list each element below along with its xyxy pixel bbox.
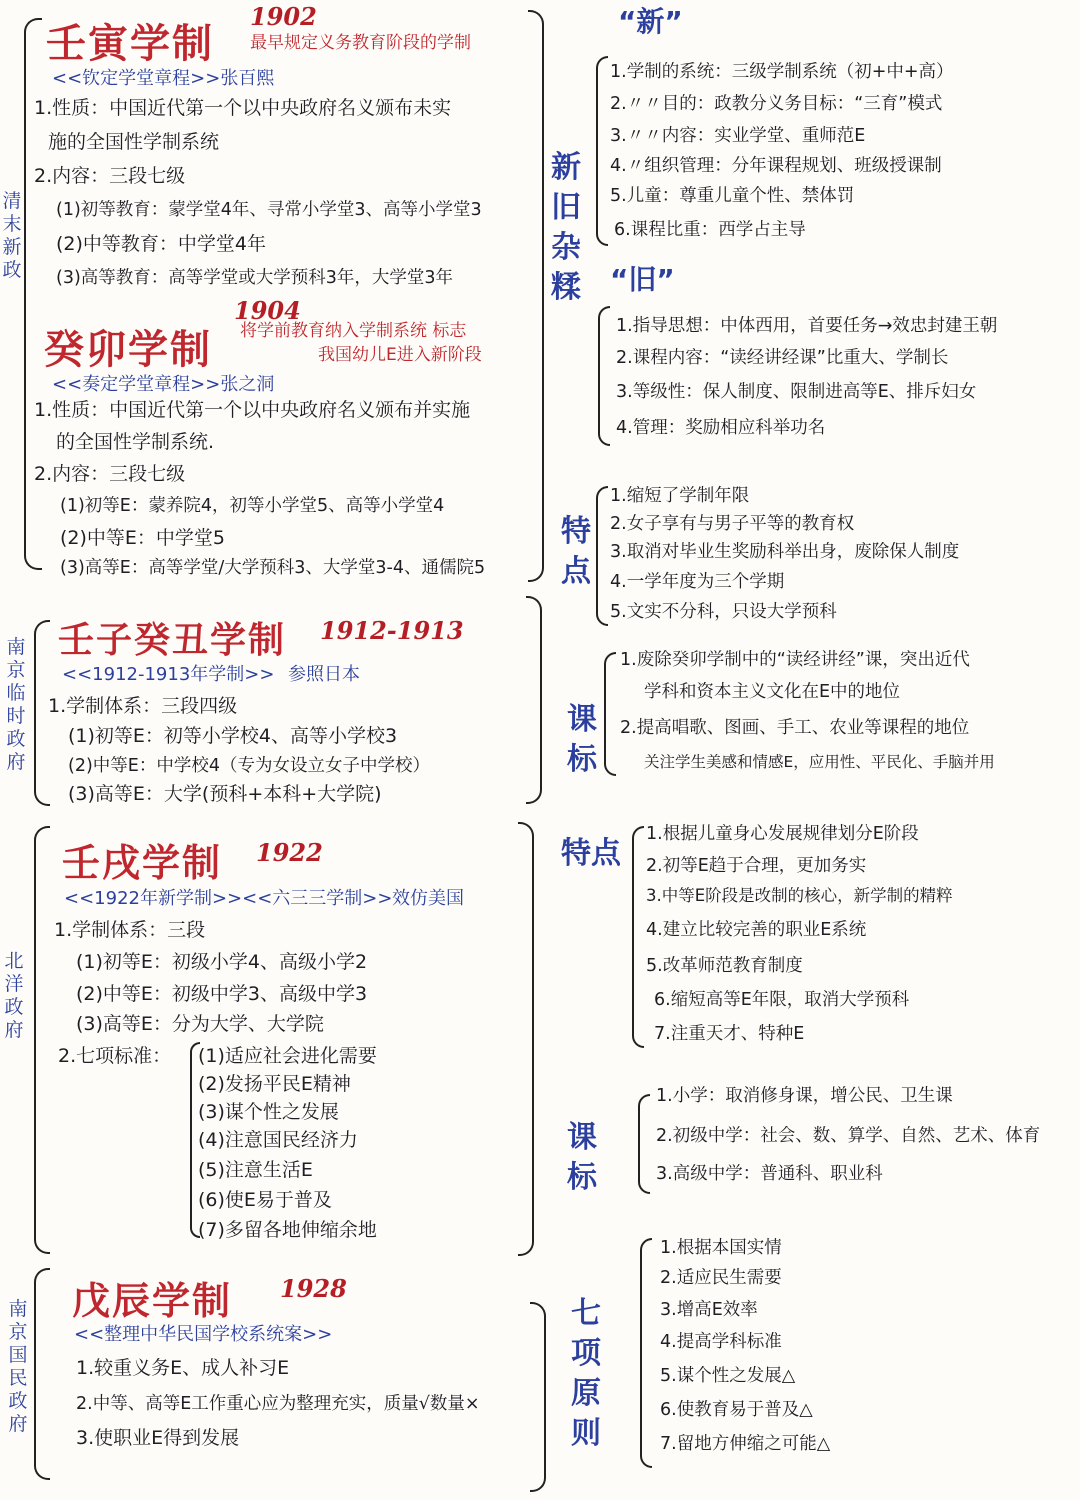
renyin-year: 1902 (250, 2, 317, 31)
guimao-line-5: (2)中等E：中学堂5 (60, 527, 226, 549)
renxu-standard-2: (2)发扬平民E精神 (198, 1073, 351, 1095)
kebiao2-item-2: 2.初级中学：社会、数、算学、自然、艺术、体育 (656, 1126, 1041, 1146)
kebiao2-item-3: 3.高级中学：普通科、职业科 (656, 1164, 883, 1184)
renyin-title: 壬寅学制 (46, 20, 214, 67)
guimao-line-2: 的全国性学制系统. (56, 431, 215, 453)
xinjiu-label: 新旧杂糅 (551, 150, 581, 305)
qixiang-item-2: 2.适应民生需要 (660, 1268, 782, 1288)
tedian1-item-2: 2.女子享有与男子平等的教育权 (610, 514, 855, 534)
renyin-note: 最早规定义务教育阶段的学制 (250, 33, 471, 53)
guimao-line-3: 2.内容：三段七级 (34, 463, 186, 485)
guimao-note-1: 将学前教育纳入学制系统 标志 (240, 321, 467, 341)
wuchen-line-1: 1.较重义务E、成人补习E (76, 1357, 290, 1379)
renzi-note: 参照日本 (288, 664, 360, 685)
renzi-right-brace (526, 596, 542, 804)
xin-label: “新” (618, 5, 683, 38)
renzi-line-2: (1)初等E：初等小学校4、高等小学校3 (68, 725, 398, 747)
qixiang-brace (640, 1238, 652, 1468)
era-label-qing: 清末新政 (2, 190, 22, 281)
tedian2-item-5: 5.改革师范教育制度 (646, 956, 803, 976)
wuchen-year: 1928 (280, 1274, 347, 1303)
renxu-standards-label: 2.七项标准： (58, 1045, 172, 1067)
xin-item-3: 3.〃〃内容：实业学堂、重师范E (610, 126, 866, 146)
wuchen-title: 戊辰学制 (72, 1278, 233, 1323)
tedian2-item-6: 6.缩短高等E年限，取消大学预科 (654, 990, 910, 1010)
qixiang-item-1: 1.根据本国实情 (660, 1238, 782, 1258)
kebiao1-item-1: 1.废除癸卯学制中的“读经讲经”课，突出近代 (620, 650, 970, 670)
tedian2-label: 特点 (561, 836, 621, 871)
renyin-line-2: 施的全国性学制系统 (48, 131, 220, 153)
guimao-source: <<奏定学堂章程>>张之洞 (52, 374, 275, 395)
era-label-beiyang: 北洋政府 (4, 950, 24, 1041)
renxu-note: 效仿美国 (392, 888, 464, 909)
tedian1-item-1: 1.缩短了学制年限 (610, 486, 750, 506)
renzi-line-4: (3)高等E：大学(预科+本科+大学院) (68, 783, 382, 805)
guimao-year: 1904 (234, 296, 301, 325)
jiu-item-2: 2.课程内容：“读经讲经课”比重大、学制长 (616, 348, 949, 368)
renxu-line-4: (3)高等E：分为大学、大学院 (76, 1013, 324, 1035)
kebiao1-brace (604, 652, 616, 776)
era-label-nanjing-linshi: 南京临时政府 (6, 636, 26, 773)
guimao-note-2: 我国幼儿E进入新阶段 (318, 345, 482, 365)
renxu-standard-4: (4)注意国民经济力 (198, 1129, 358, 1151)
guimao-line-6: (3)高等E：高等学堂/大学预科3、大学堂3-4、通儒院5 (60, 558, 486, 578)
kebiao1-item-4: 关注学生美感和情感E，应用性、平民化、手脑并用 (644, 753, 995, 771)
era-brace-nanjing-guomin (34, 1268, 50, 1480)
renyin-line-1: 1.性质：中国近代第一个以中央政府名义颁布未实 (34, 97, 452, 119)
tedian1-item-3: 3.取消对毕业生奖励科举出身，废除保人制度 (610, 542, 960, 562)
xin-item-6: 6.课程比重：西学占主导 (614, 220, 806, 240)
guimao-line-1: 1.性质：中国近代第一个以中央政府名义颁布并实施 (34, 399, 471, 421)
renyin-guimao-right-brace (528, 10, 544, 582)
renyin-source: <<钦定学堂章程>>张百熙 (52, 68, 275, 89)
renxu-line-3: (2)中等E：初级中学3、高级中学3 (76, 983, 368, 1005)
kebiao1-item-2: 学科和资本主义文化在E中的地位 (644, 682, 901, 702)
wuchen-line-3: 3.使职业E得到发展 (76, 1427, 240, 1449)
renxu-title: 壬戌学制 (62, 840, 223, 885)
xin-item-2: 2.〃〃目的：政教分义务目标：“三育”模式 (610, 94, 943, 114)
jiu-item-1: 1.指导思想：中体西用，首要任务→效忠封建王朝 (616, 316, 998, 336)
renxu-standard-3: (3)谋个性之发展 (198, 1101, 339, 1123)
renzi-line-3: (2)中等E：中学校4（专为女设立女子中学校） (68, 756, 430, 776)
wuchen-right-brace (530, 1302, 546, 1492)
renxu-standard-6: (6)使E易于普及 (198, 1189, 332, 1211)
tedian2-item-2: 2.初等E趋于合理，更加务实 (646, 856, 867, 876)
renzi-title: 壬子癸丑学制 (58, 619, 287, 661)
jiu-item-3: 3.等级性：保人制度、限制进高等E、排斥妇女 (616, 382, 977, 402)
renzi-line-1: 1.学制体系：三段四级 (48, 695, 238, 717)
kebiao2-label: 课标 (567, 1120, 597, 1195)
qixiang-item-6: 6.使教育易于普及△ (660, 1400, 813, 1420)
qixiang-item-4: 4.提高学科标准 (660, 1332, 782, 1352)
kebiao2-brace (638, 1094, 650, 1194)
renxu-year: 1922 (256, 838, 323, 867)
renzi-year: 1912-1913 (320, 616, 464, 645)
renxu-line-1: 1.学制体系：三段 (54, 919, 206, 941)
era-label-nanjing-guomin: 南京国民政府 (8, 1298, 28, 1435)
kebiao1-item-3: 2.提高唱歌、图画、手工、农业等课程的地位 (620, 718, 970, 738)
renxu-source: <<1922年新学制>><<六三三学制>> (64, 888, 393, 909)
renxu-standard-5: (5)注意生活E (198, 1159, 313, 1181)
renyin-line-4: (1)初等教育：蒙学堂4年、寻常小学堂3、高等小学堂3 (56, 200, 482, 220)
renxu-right-brace (518, 822, 534, 1256)
kebiao2-item-1: 1.小学：取消修身课，增公民、卫生课 (656, 1086, 953, 1106)
renxu-line-2: (1)初等E：初级小学4、高级小学2 (76, 951, 368, 973)
tedian1-item-5: 5.文实不分科，只设大学预科 (610, 602, 837, 622)
qixiang-item-5: 5.谋个性之发展△ (660, 1366, 796, 1386)
wuchen-source: <<整理中华民国学校系统案>> (74, 1324, 333, 1345)
tedian1-label: 特点 (561, 514, 591, 589)
xin-item-5: 5.儿童：尊重儿童个性、禁体罚 (610, 186, 855, 206)
era-brace-beiyang (34, 826, 50, 1254)
xin-brace (596, 56, 608, 246)
jiu-item-4: 4.管理：奖励相应科举功名 (616, 418, 826, 438)
jiu-brace (598, 306, 610, 446)
renyin-line-5: (2)中等教育：中学堂4年 (56, 233, 267, 255)
tedian2-brace (632, 826, 644, 1048)
tedian2-item-7: 7.注重天才、特种E (654, 1024, 805, 1044)
tedian1-brace (596, 486, 608, 626)
renxu-standard-7: (7)多留各地伸缩余地 (198, 1219, 377, 1241)
tedian2-item-3: 3.中等E阶段是改制的核心，新学制的精粹 (646, 886, 953, 905)
guimao-line-4: (1)初等E：蒙养院4，初等小学堂5、高等小学堂4 (60, 496, 445, 516)
renxu-standard-1: (1)适应社会进化需要 (198, 1045, 377, 1067)
guimao-title: 癸卯学制 (44, 326, 212, 373)
renzi-source: <<1912-1913年学制>> (62, 664, 275, 685)
renyin-line-6: (3)高等教育：高等学堂或大学预科3年，大学堂3年 (56, 268, 454, 288)
xin-item-1: 1.学制的系统：三级学制系统（初+中+高） (610, 62, 954, 82)
wuchen-line-2: 2.中等、高等E工作重心应为整理充实，质量√数量× (76, 1394, 480, 1414)
tedian2-item-1: 1.根据儿童身心发展规律划分E阶段 (646, 824, 919, 844)
tedian1-item-4: 4.一学年度为三个学期 (610, 572, 785, 592)
qixiang-label: 七项原则 (571, 1296, 601, 1451)
renyin-line-3: 2.内容：三段七级 (34, 165, 186, 187)
tedian2-item-4: 4.建立比较完善的职业E系统 (646, 920, 867, 940)
qixiang-item-3: 3.增高E效率 (660, 1300, 758, 1320)
qixiang-item-7: 7.留地方伸缩之可能△ (660, 1434, 831, 1454)
kebiao1-label: 课标 (567, 702, 597, 777)
xin-item-4: 4.〃组织管理：分年课程规划、班级授课制 (610, 156, 942, 176)
jiu-label: “旧” (610, 263, 675, 296)
